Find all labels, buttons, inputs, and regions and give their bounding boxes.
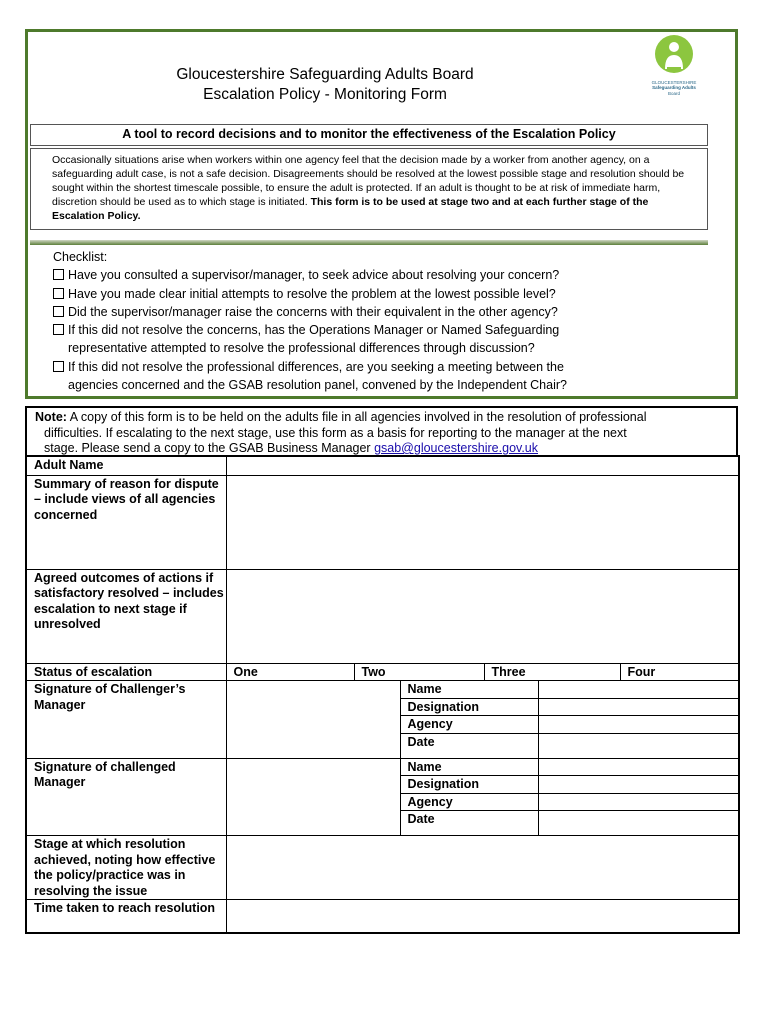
checklist-item-text: If this did not resolve the concerns, has the Operations Manager or Named Safeguarding bbox=[68, 323, 560, 338]
challenger-date-label: Date bbox=[400, 733, 538, 758]
agreed-outcomes-field[interactable] bbox=[226, 569, 739, 663]
challenged-designation-label: Designation bbox=[400, 776, 538, 794]
divider-bar bbox=[30, 240, 708, 245]
challenger-designation-field[interactable] bbox=[538, 698, 739, 716]
checkbox[interactable] bbox=[53, 361, 64, 372]
stage-one-option[interactable]: One bbox=[226, 663, 354, 681]
intro-text: Occasionally situations arise when workers within one agency feel that the decision made by a worker from another agency, on a safeguarding adult case, is not a safe decision. Disagreements should be resolved at the lowest possible stage and resolution should be sought within the shortest timescale possible, to ensure the adult is protected. If an adult is thought to be at risk of immediate harm, discretion should be used as to which stage is initiated. bbox=[52, 154, 685, 208]
checkbox[interactable] bbox=[53, 288, 64, 299]
logo-text-line2: Safeguarding Adults bbox=[652, 85, 696, 90]
checkbox[interactable] bbox=[53, 324, 64, 335]
challenged-name-field[interactable] bbox=[538, 758, 739, 776]
challenged-designation-field[interactable] bbox=[538, 776, 739, 794]
challenger-date-field[interactable] bbox=[538, 733, 739, 758]
checklist-title: Checklist: bbox=[53, 250, 108, 264]
checklist-item-text-cont: agencies concerned and the GSAB resolution panel, convened by the Independent Chair? bbox=[68, 378, 567, 393]
stage-two-option[interactable]: Two bbox=[354, 663, 484, 681]
checklist-item bbox=[53, 321, 693, 358]
challenged-agency-label: Agency bbox=[400, 793, 538, 811]
intro-paragraph bbox=[30, 148, 708, 230]
summary-label: Summary of reason for dispute – include views of all agencies concerned bbox=[26, 475, 226, 569]
status-label: Status of escalation bbox=[26, 663, 226, 681]
checkbox[interactable] bbox=[53, 306, 64, 317]
challenged-agency-field[interactable] bbox=[538, 793, 739, 811]
stage-four-option[interactable]: Four bbox=[620, 663, 739, 681]
challenger-signature-label: Signature of Challenger’s Manager bbox=[26, 681, 226, 759]
agreed-outcomes-label: Agreed outcomes of actions if satisfactory resolved – includes escalation to next stage if unresolved bbox=[26, 569, 226, 663]
stage-three-option[interactable]: Three bbox=[484, 663, 620, 681]
checklist-item-text-cont: representative attempted to resolve the professional differences through discussion? bbox=[68, 341, 535, 356]
checklist-item bbox=[53, 266, 693, 284]
checklist bbox=[53, 248, 693, 394]
checklist-item bbox=[53, 303, 693, 321]
note-text-1: A copy of this form is to be held on the adults file in all agencies involved in the resolution of professional bbox=[69, 410, 647, 424]
intro-bold-text: This form is to be used at stage two and at each further stage of the Escalation Policy. bbox=[52, 196, 649, 222]
note-text-2: difficulties. If escalating to the next stage, use this form as a basis for reporting to the manager at the next bbox=[44, 425, 627, 440]
checklist-item-text: Have you consulted a supervisor/manager, to seek advice about resolving your concern? bbox=[68, 268, 560, 283]
checklist-item-text: If this did not resolve the professional differences, are you seeking a meeting between the bbox=[68, 359, 564, 374]
checklist-item bbox=[53, 285, 693, 303]
checklist-item bbox=[53, 358, 693, 395]
time-taken-field[interactable] bbox=[226, 900, 739, 933]
email-link[interactable]: gsab@gloucestershire.gov.uk bbox=[374, 441, 539, 455]
challenger-agency-label: Agency bbox=[400, 716, 538, 734]
adult-name-field[interactable] bbox=[226, 456, 739, 475]
challenger-name-label: Name bbox=[400, 681, 538, 699]
note-text-3: stage. Please send a copy to the GSAB Business Manager bbox=[44, 441, 371, 455]
challenged-signature-field[interactable] bbox=[226, 758, 400, 836]
summary-field[interactable] bbox=[226, 475, 739, 569]
challenger-signature-field[interactable] bbox=[226, 681, 400, 759]
challenger-name-field[interactable] bbox=[538, 681, 739, 699]
document-title: Gloucestershire Safeguarding Adults Board bbox=[176, 66, 474, 83]
checkbox[interactable] bbox=[53, 269, 64, 280]
monitoring-form-table bbox=[25, 455, 740, 934]
challenged-date-field[interactable] bbox=[538, 811, 739, 836]
time-taken-label: Time taken to reach resolution bbox=[26, 900, 226, 933]
challenged-date-label: Date bbox=[400, 811, 538, 836]
note-label: Note: bbox=[35, 410, 67, 424]
stage-resolution-label: Stage at which resolution achieved, noting how effective the policy/practice was in resolving the issue bbox=[26, 836, 226, 900]
checklist-item-text: Did the supervisor/manager raise the concerns with their equivalent in the other agency? bbox=[68, 304, 558, 319]
tool-heading: A tool to record decisions and to monitor the effectiveness of the Escalation Policy bbox=[30, 124, 708, 146]
challenged-signature-label: Signature of challenged Manager bbox=[26, 758, 226, 836]
document-subtitle: Escalation Policy - Monitoring Form bbox=[203, 86, 447, 103]
checklist-item-text: Have you made clear initial attempts to resolve the problem at the lowest possible level? bbox=[68, 286, 556, 301]
challenger-designation-label: Designation bbox=[400, 698, 538, 716]
challenger-agency-field[interactable] bbox=[538, 716, 739, 734]
logo-text-line3: Board bbox=[667, 91, 680, 96]
stage-resolution-field[interactable] bbox=[226, 836, 739, 900]
adult-name-label: Adult Name bbox=[26, 456, 226, 475]
challenged-name-label: Name bbox=[400, 758, 538, 776]
note-box bbox=[25, 406, 738, 456]
logo-text-line1: GLOUCESTERSHIRE bbox=[651, 80, 697, 85]
